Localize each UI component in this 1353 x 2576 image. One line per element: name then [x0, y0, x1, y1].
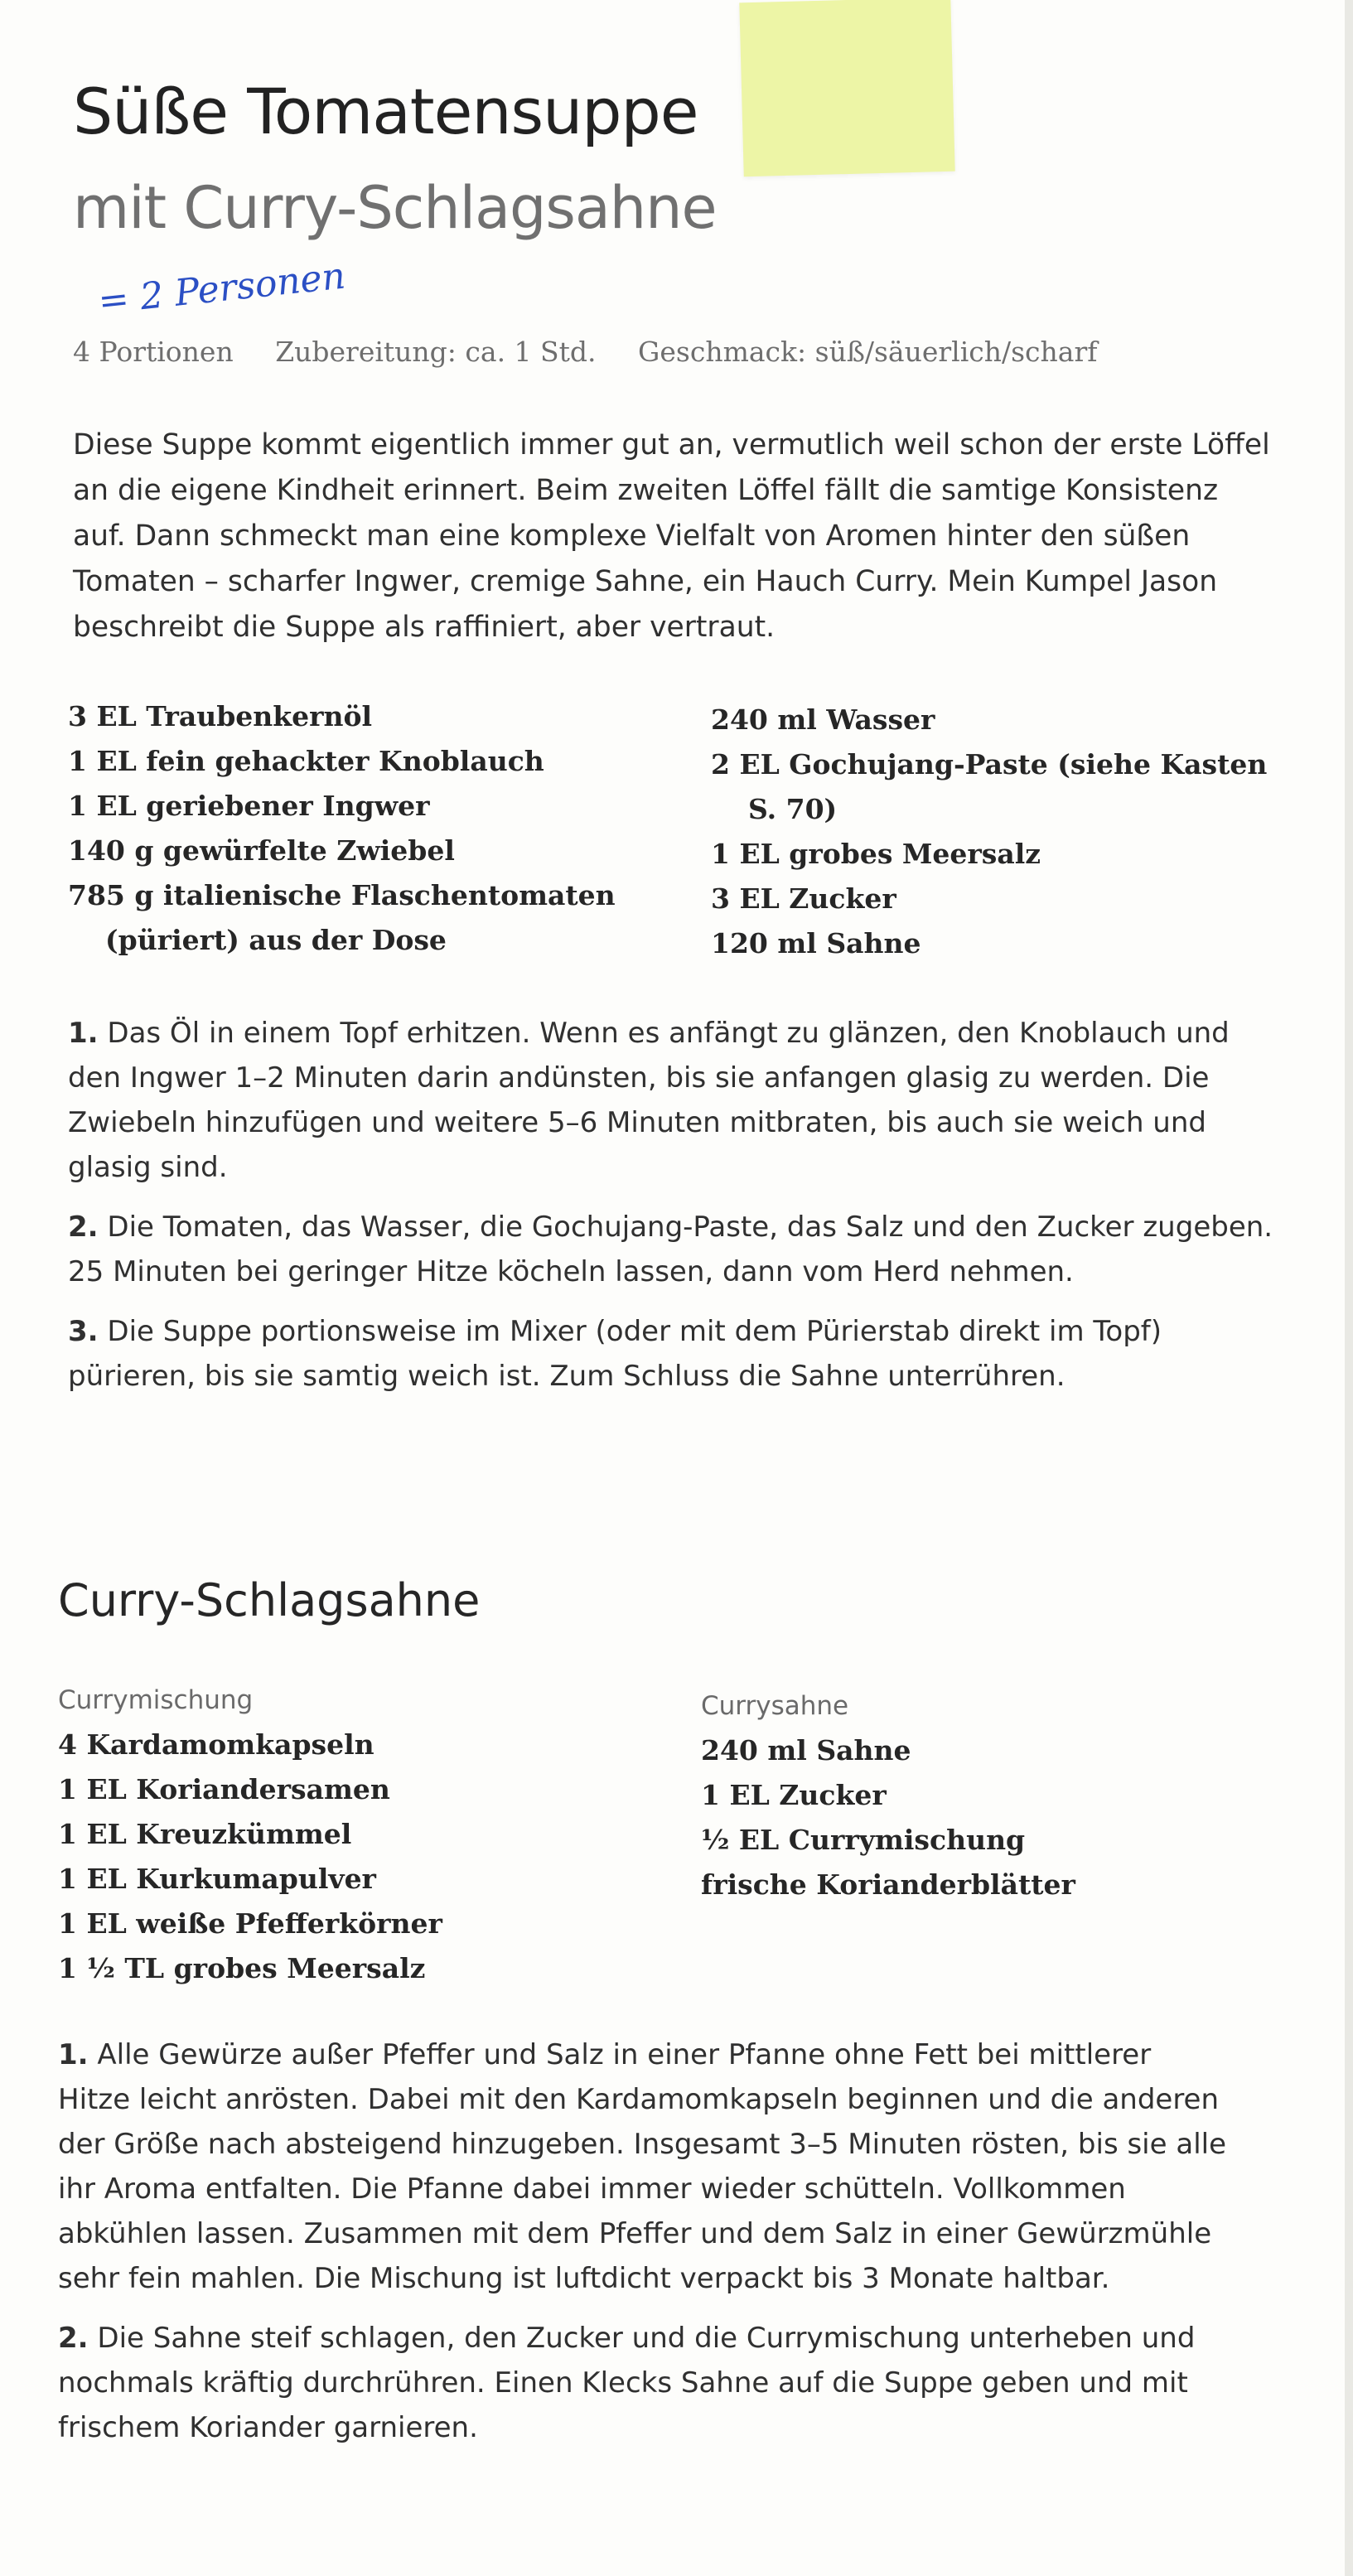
step-line: den Ingwer 1–2 Minuten darin andünsten, bis sie anfangen glasig zu werden. Die	[68, 1061, 1210, 1095]
group-heading: Currymischung	[58, 1685, 254, 1715]
group-heading: Currysahne	[701, 1691, 849, 1721]
step-line: abkühlen lassen. Zusammen mit dem Pfeffer und dem Salz in einer Gewürzmühle	[58, 2217, 1212, 2250]
instructions	[68, 1011, 1311, 1414]
ingredient: 1 EL Zucker	[701, 1779, 887, 1811]
ingredient: 1 EL grobes Meersalz	[711, 838, 1041, 870]
step-line: Die Sahne steif schlagen, den Zucker und die Currymischung unterheben und	[97, 2322, 1196, 2355]
ingredient: 2 EL Gochujang-Paste (siehe Kasten	[711, 748, 1268, 781]
intro-line: an die eigene Kindheit erinnert. Beim zweiten Löffel fällt die samtige Konsistenz	[73, 474, 1219, 507]
step-line: der Größe nach absteigend hinzugeben. Insgesamt 3–5 Minuten rösten, bis sie alle	[58, 2128, 1227, 2161]
sticky-note	[739, 0, 954, 176]
ingredient: 120 ml Sahne	[711, 927, 921, 959]
step-line: nochmals kräftig durchrühren. Einen Klecks Sahne auf die Suppe geben und mit	[58, 2366, 1188, 2400]
step-line: pürieren, bis sie samtig weich ist. Zum Schluss die Sahne unterrühren.	[68, 1360, 1065, 1393]
instructions-cream	[58, 2032, 1317, 2465]
step-line: Die Tomaten, das Wasser, die Gochujang-Paste, das Salz und den Zucker zugeben.	[107, 1211, 1273, 1244]
ingredient: frische Korianderblätter	[701, 1868, 1075, 1901]
step-line: 25 Minuten bei geringer Hitze köcheln lassen, dann vom Herd nehmen.	[68, 1255, 1074, 1288]
ingredient: 1 EL weiße Pfefferkörner	[58, 1907, 442, 1940]
step-line: sehr fein mahlen. Die Mischung ist luftdicht verpackt bis 3 Monate haltbar.	[58, 2262, 1110, 2295]
step-line: frischem Koriander garnieren.	[58, 2411, 478, 2444]
ingredient: ½ EL Currymischung	[701, 1824, 1026, 1856]
step-line: Alle Gewürze außer Pfeffer und Salz in einer Pfanne ohne Fett bei mittlerer	[97, 2038, 1152, 2071]
ingredient: 4 Kardamomkapseln	[58, 1728, 374, 1761]
ingredient: S. 70)	[748, 793, 838, 825]
intro-line: Diese Suppe kommt eigentlich immer gut an, vermutlich weil schon der erste Löffel	[73, 428, 1270, 462]
ingredient: 1 EL fein gehackter Knoblauch	[68, 745, 544, 777]
ingredient: 3 EL Traubenkernöl	[68, 700, 373, 732]
scan-edge	[1345, 0, 1353, 2576]
recipe-title: Süße Tomatensuppe	[73, 75, 698, 148]
prep-time: Zubereitung: ca. 1 Std.	[275, 336, 597, 368]
ingredient: 1 EL geriebener Ingwer	[68, 790, 430, 822]
ingredient: 1 EL Kreuzkümmel	[58, 1818, 352, 1850]
ingredients-left	[68, 694, 616, 963]
step	[68, 1309, 1311, 1399]
step-line: glasig sind.	[68, 1151, 228, 1184]
portions: 4 Portionen	[73, 336, 234, 368]
ingredient: 3 EL Zucker	[711, 882, 896, 915]
step-number: 3.	[68, 1315, 99, 1348]
step	[58, 2032, 1317, 2301]
step-line: ihr Aroma entfalten. Die Pfanne dabei immer wieder schütteln. Vollkommen	[58, 2172, 1126, 2206]
recipe-meta	[73, 336, 1130, 368]
intro-line: Tomaten – scharfer Ingwer, cremige Sahne, ein Hauch Curry. Mein Kumpel Jason	[73, 565, 1218, 598]
step	[68, 1205, 1311, 1294]
step-number: 2.	[68, 1211, 99, 1244]
ingredient: 240 ml Sahne	[701, 1734, 911, 1766]
intro-line: beschreibt die Suppe als raffiniert, aber vertraut.	[73, 611, 776, 644]
ingredient: 140 g gewürfelte Zwiebel	[68, 834, 455, 867]
ingredient: (püriert) aus der Dose	[105, 924, 447, 956]
step-line: Das Öl in einem Topf erhitzen. Wenn es anfängt zu glänzen, den Knoblauch und	[107, 1017, 1230, 1050]
recipe-subtitle: mit Curry-Schlagsahne	[73, 174, 717, 242]
ingredient: 1 EL Koriandersamen	[58, 1773, 390, 1805]
step-number: 1.	[58, 2038, 89, 2071]
intro-text	[73, 423, 1274, 650]
step-number: 1.	[68, 1017, 99, 1050]
step-line: Zwiebeln hinzufügen und weitere 5–6 Minuten mitbraten, bis auch sie weich und	[68, 1106, 1206, 1139]
taste: Geschmack: süß/säuerlich/scharf	[638, 336, 1098, 368]
step	[68, 1011, 1311, 1190]
step-line: Die Suppe portionsweise im Mixer (oder mit dem Pürierstab direkt im Topf)	[107, 1315, 1162, 1348]
section-title: Curry-Schlagsahne	[58, 1574, 481, 1626]
handwritten-note: = 2 Personen	[96, 254, 348, 323]
intro-line: auf. Dann schmeckt man eine komplexe Vielfalt von Aromen hinter den süßen	[73, 520, 1191, 553]
ingredients-right	[711, 698, 1267, 966]
ingredient: 785 g italienische Flaschentomaten	[68, 879, 616, 911]
ingredient: 1 ½ TL grobes Meersalz	[58, 1952, 426, 1984]
currysahne-list	[701, 1684, 1075, 1907]
ingredient: 1 EL Kurkumapulver	[58, 1863, 376, 1895]
step-line: Hitze leicht anrösten. Dabei mit den Kardamomkapseln beginnen und die anderen	[58, 2083, 1220, 2116]
currymischung-list	[58, 1678, 442, 1991]
step	[58, 2316, 1317, 2450]
step-number: 2.	[58, 2322, 89, 2355]
ingredient: 240 ml Wasser	[711, 703, 935, 736]
